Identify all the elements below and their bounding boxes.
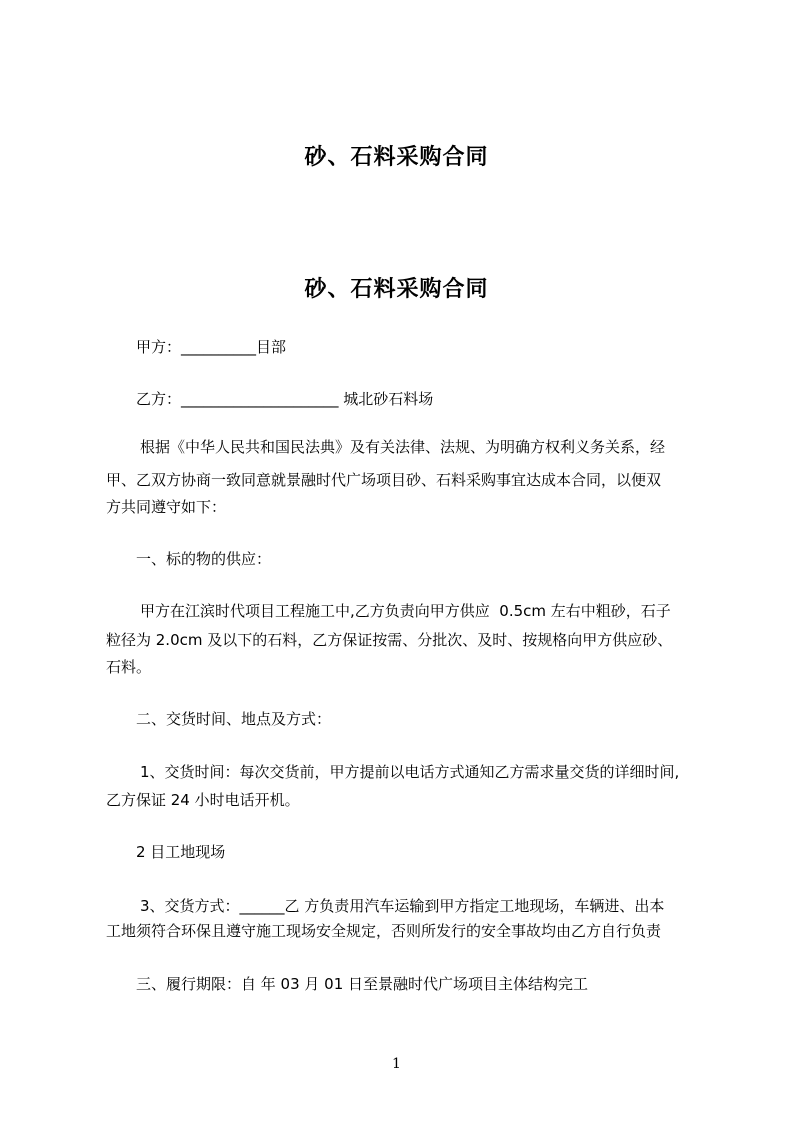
- section2-item2: 2 目工地现场: [136, 843, 226, 861]
- page-number: 1: [392, 1056, 401, 1072]
- section3-heading: 三、履行期限：自 年 03 月 01 日至景融时代广场项目主体结构完工: [136, 975, 589, 993]
- intro-line-1: 根据《中华人民共和国民法典》及有关法律、法规、为明确方权利义务关系，经: [140, 438, 666, 456]
- intro-line-3: 方共同遵守如下：: [106, 498, 227, 516]
- contract-title: 砂、石料采购合同: [304, 277, 489, 302]
- section1-line-3: 石料。: [106, 658, 152, 676]
- section1-heading: 一、标的物的供应：: [136, 550, 272, 568]
- intro-line-2: 甲、乙双方协商一致同意就景融时代广场项目砂、石料采购事宜达成本合同，以便双: [106, 471, 662, 489]
- section2-item1-line-1: 1、交货时间：每次交货前，甲方提前以电话方式通知乙方需求量交货的详细时间,: [140, 763, 680, 781]
- section1-line-2: 粒径为 2.0cm 及以下的石料，乙方保证按需、分批次、及时、按规格向甲方供应砂、: [106, 631, 673, 649]
- section2-item1-line-2: 乙方保证 24 小时电话开机。: [106, 791, 300, 809]
- section2-item3-line-1: 3、交货方式：______乙 方负责用汽车运输到甲方指定工地现场，车辆进、出本: [140, 897, 665, 915]
- section2-heading: 二、交货时间、地点及方式：: [136, 710, 332, 728]
- header-title: 砂、石料采购合同: [304, 145, 489, 170]
- section2-item3-line-2: 工地须符合环保且遵守施工现场安全规定，否则所发行的安全事故均由乙方自行负责: [106, 922, 662, 940]
- party-b-line: 乙方：_____________________ 城北砂石料场: [136, 390, 434, 408]
- section1-line-1: 甲方在江滨时代项目工程施工中,乙方负责向甲方供应 0.5cm 左右中粗砂，石子: [140, 602, 671, 620]
- party-a-line: 甲方：__________目部: [136, 338, 287, 356]
